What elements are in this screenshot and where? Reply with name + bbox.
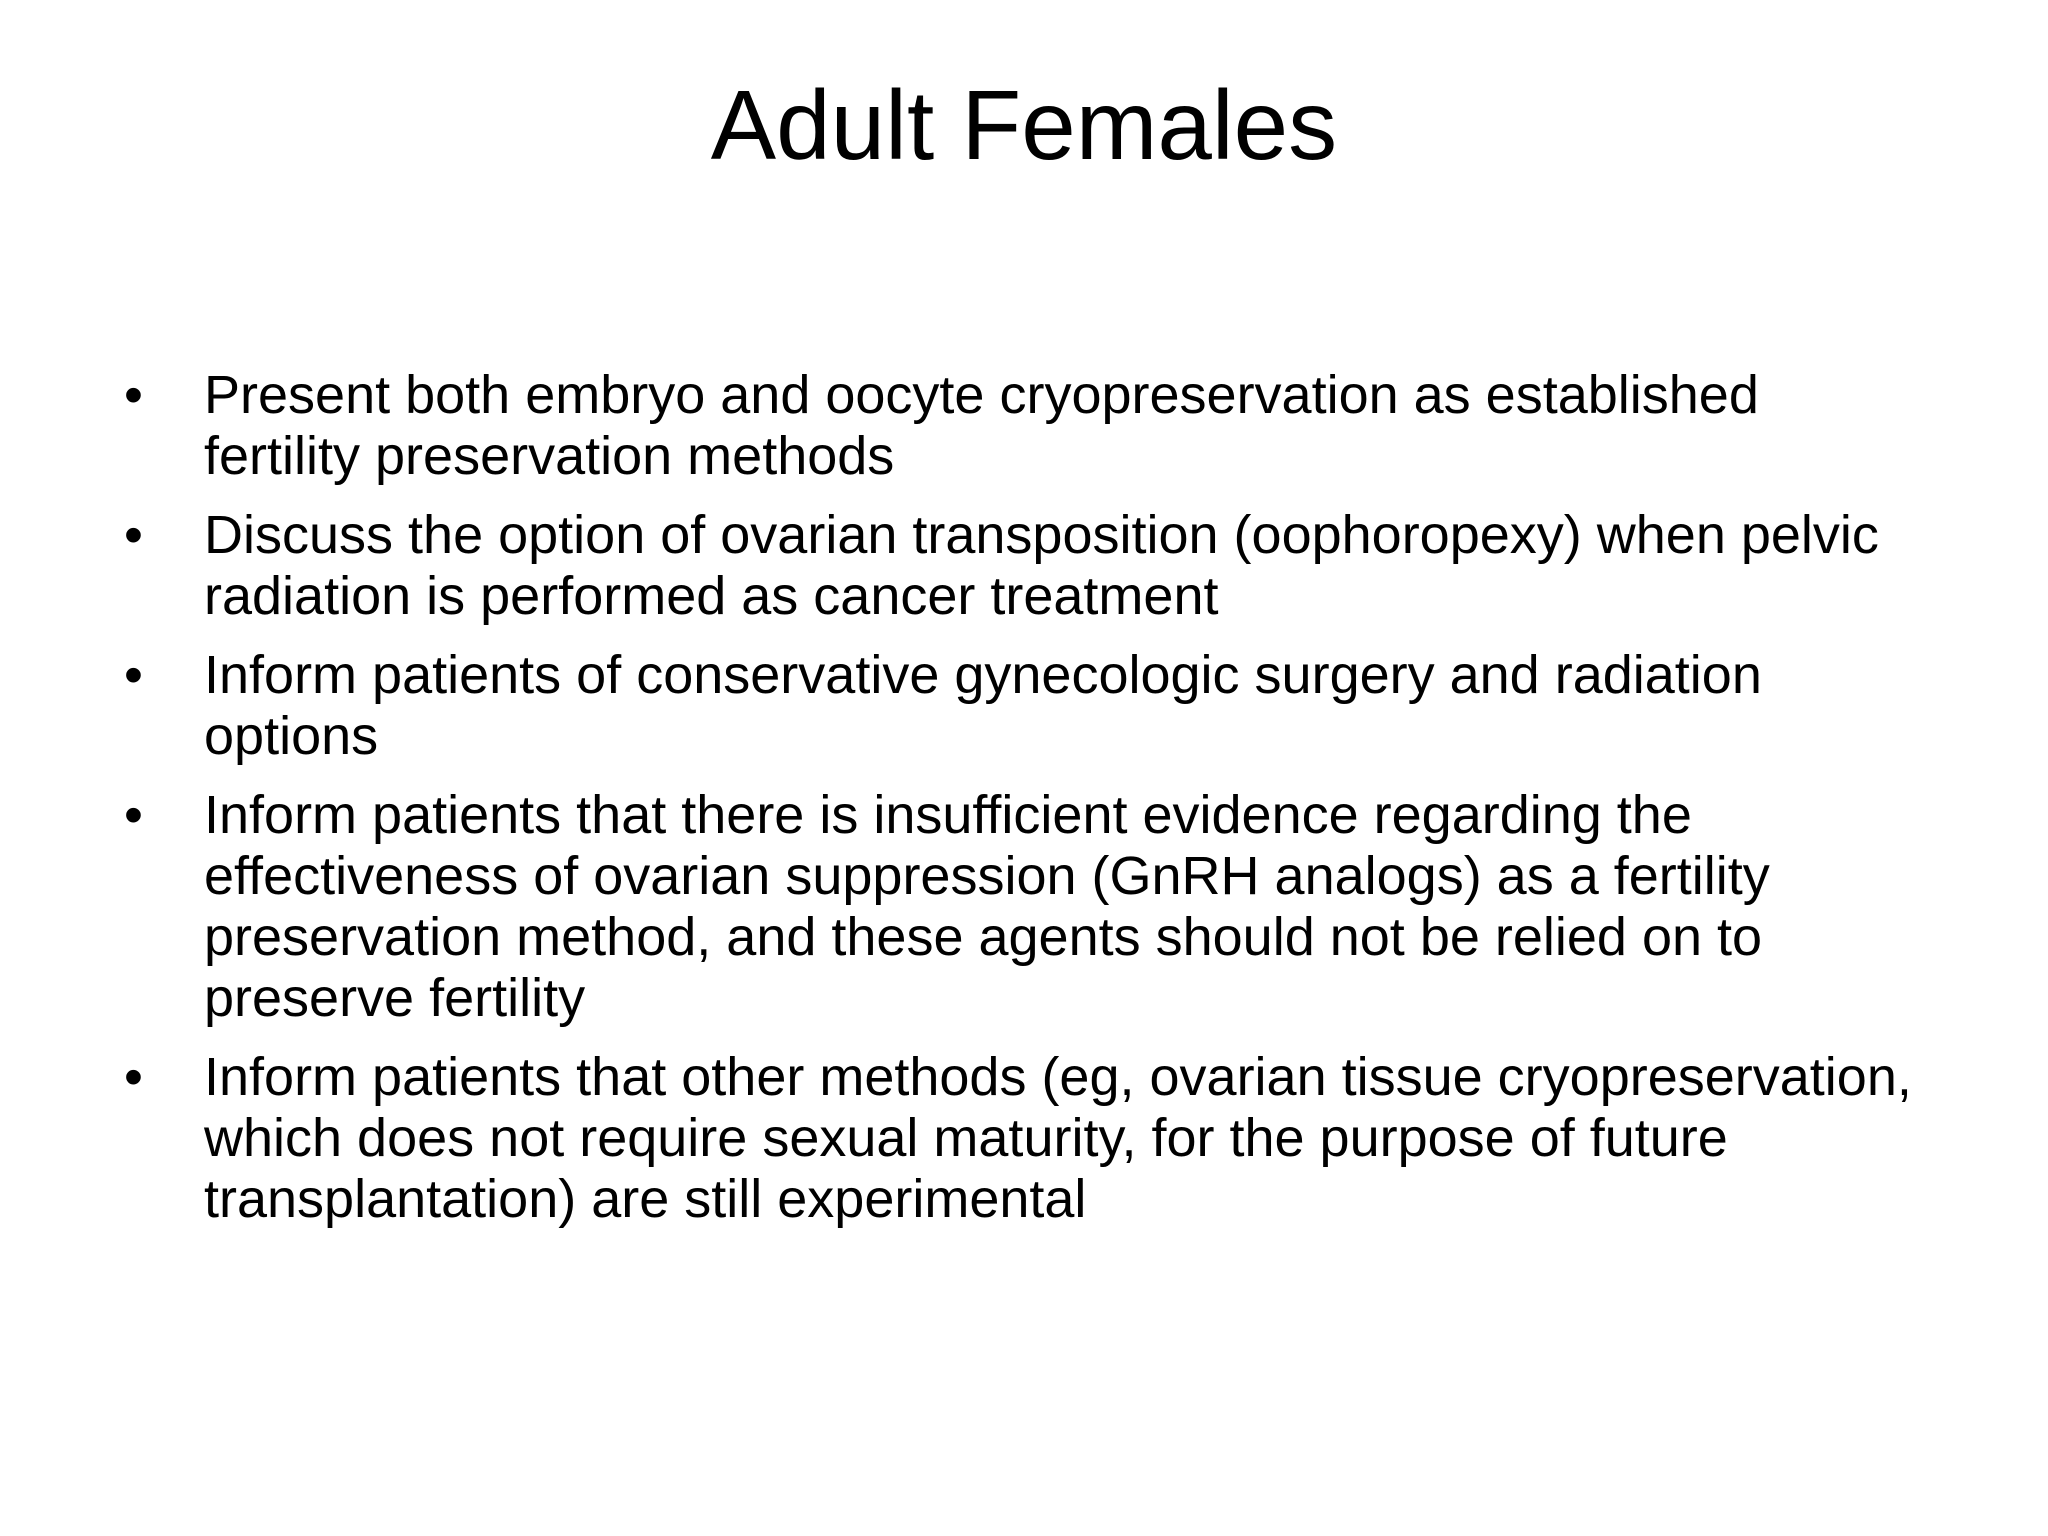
bullet-dot-icon: • [124, 505, 143, 565]
bullet-text: Inform patients that there is insufficient evidence regarding the effectiveness of ovarian suppression (GnRH analogs) as a fertility preservation method, and these agents should not be relied on to preserve fertility [204, 785, 1770, 1028]
bullet-text: Inform patients that other methods (eg, ovarian tissue cryopreservation, which does not require sexual maturity, for the purpose of future transplantation) are still experimental [204, 1047, 1912, 1229]
slide-title: Adult Females [710, 70, 1338, 180]
bullet-item [120, 645, 1920, 767]
bullet-item [120, 365, 1920, 487]
bullet-text: Inform patients of conservative gynecologic surgery and radiation options [204, 645, 1762, 766]
bullet-item [120, 1047, 1920, 1230]
bullet-text: Present both embryo and oocyte cryopreservation as established fertility preservation methods [204, 365, 1759, 486]
bullet-item [120, 505, 1920, 627]
bullet-dot-icon: • [124, 645, 143, 705]
bullet-dot-icon: • [124, 785, 143, 845]
bullet-dot-icon: • [124, 365, 143, 425]
bullet-dot-icon: • [124, 1047, 143, 1107]
bullet-list [120, 365, 1920, 1248]
bullet-text: Discuss the option of ovarian transposition (oophoropexy) when pelvic radiation is performed as cancer treatment [204, 505, 1879, 626]
bullet-item [120, 785, 1920, 1029]
